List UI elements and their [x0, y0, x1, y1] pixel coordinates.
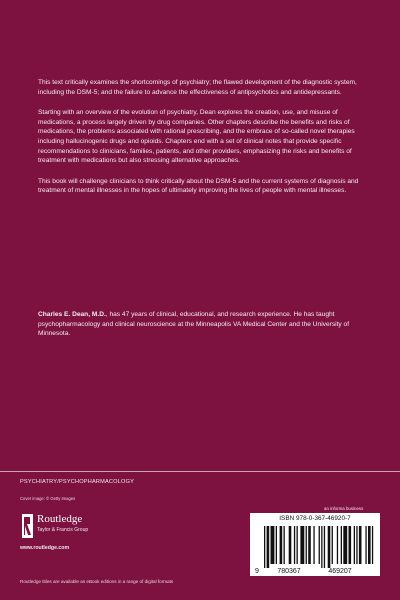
barcode-bar [264, 526, 265, 568]
isbn-barcode [250, 513, 380, 576]
barcode-bar [280, 526, 283, 564]
barcode-bar [343, 526, 347, 564]
barcode-bar [300, 526, 304, 564]
barcode-graphic [250, 524, 380, 576]
barcode-bar [313, 526, 314, 564]
barcode-bar [271, 526, 275, 564]
barcode-bar [359, 526, 362, 564]
barcode-bar [319, 526, 320, 564]
informa-tagline: an informa business [324, 506, 364, 511]
author-bio-text: , has 47 years of clinical, educational, and research experience. He has taught psychopharmacology and clinical neuroscience at the Minneapolis VA Medical Center and the University of Minnesota. [38, 311, 350, 338]
barcode-bar [267, 526, 270, 568]
barcode-bar [294, 526, 295, 564]
barcode-digit-lead: 9 [255, 568, 259, 575]
ebook-note: Routledge titles are available as eBook editions in a range of digital formats [20, 579, 174, 584]
barcode-digits-left: 780367 [277, 568, 301, 575]
barcode-bar [276, 526, 277, 564]
barcode-bar [341, 526, 342, 564]
isbn-label: ISBN 978-0-367-46920-7 [279, 515, 351, 522]
publisher-url[interactable]: www.routledge.com [20, 545, 70, 551]
barcode-bar [328, 526, 331, 568]
barcode-digits-right: 469207 [328, 568, 352, 575]
barcode-bar [321, 526, 322, 568]
blurb-paragraph-2: Starting with an overview of the evolution of psychiatry, Dean explores the creation, use, and misuse of medications, a process largely driven by drug companies. Other chapters describe the benefits and risks of medications, the problems associated with rational prescribing, and the embrace of so-called novel therapies including hallucinogenic drugs and opioids. Chapters end with a set of clinical notes that provide specific recommendations to clinicians, families, patients, and other providers, emphasizing the risks and benefits of treatment with medications but also stressing alternative approaches. [38, 109, 355, 165]
publisher-subtitle: Taylor & Francis Group [37, 527, 89, 533]
blurb-paragraph-3: This book will challenge clinicians to think critically about the DSM-5 and the current systems of diagnosis and treatment of mental illnesses in the hopes of ultimately improving the lives of people with mental illnesses. [38, 177, 359, 195]
barcode-bar [297, 526, 298, 564]
barcode-bar [365, 526, 366, 564]
cover-image-credit: Cover image: © Getty Images [20, 496, 76, 501]
barcode-bar [372, 526, 373, 564]
barcode-bar [337, 526, 338, 564]
blurb-paragraph-1: This text critically examines the shortcomings of psychiatry; the flawed development of the diagnostic system, including the DSM-5; and the failure to advance the effectiveness of antipsychotics and antidepressants. [38, 79, 357, 96]
barcode-bar [349, 526, 352, 564]
barcode-bar [332, 526, 333, 564]
routledge-logo-icon [22, 514, 33, 538]
barcode-bar [308, 526, 311, 564]
barcode-bar [356, 526, 357, 564]
barcode-bar [354, 526, 355, 564]
blurb [38, 78, 368, 207]
author-bio [38, 310, 368, 339]
publisher-name: Routledge [37, 513, 83, 525]
author-name: Charles E. Dean, M.D. [38, 311, 106, 318]
barcode-bar [306, 526, 307, 564]
divider [0, 471, 400, 472]
barcode-bar [368, 526, 371, 564]
barcode-bar [289, 526, 292, 564]
barcode-bar [284, 526, 285, 564]
subject-category: PSYCHIATRY/PSYCHOPHARMACOLOGY [20, 479, 135, 485]
barcode-bar [324, 526, 325, 568]
